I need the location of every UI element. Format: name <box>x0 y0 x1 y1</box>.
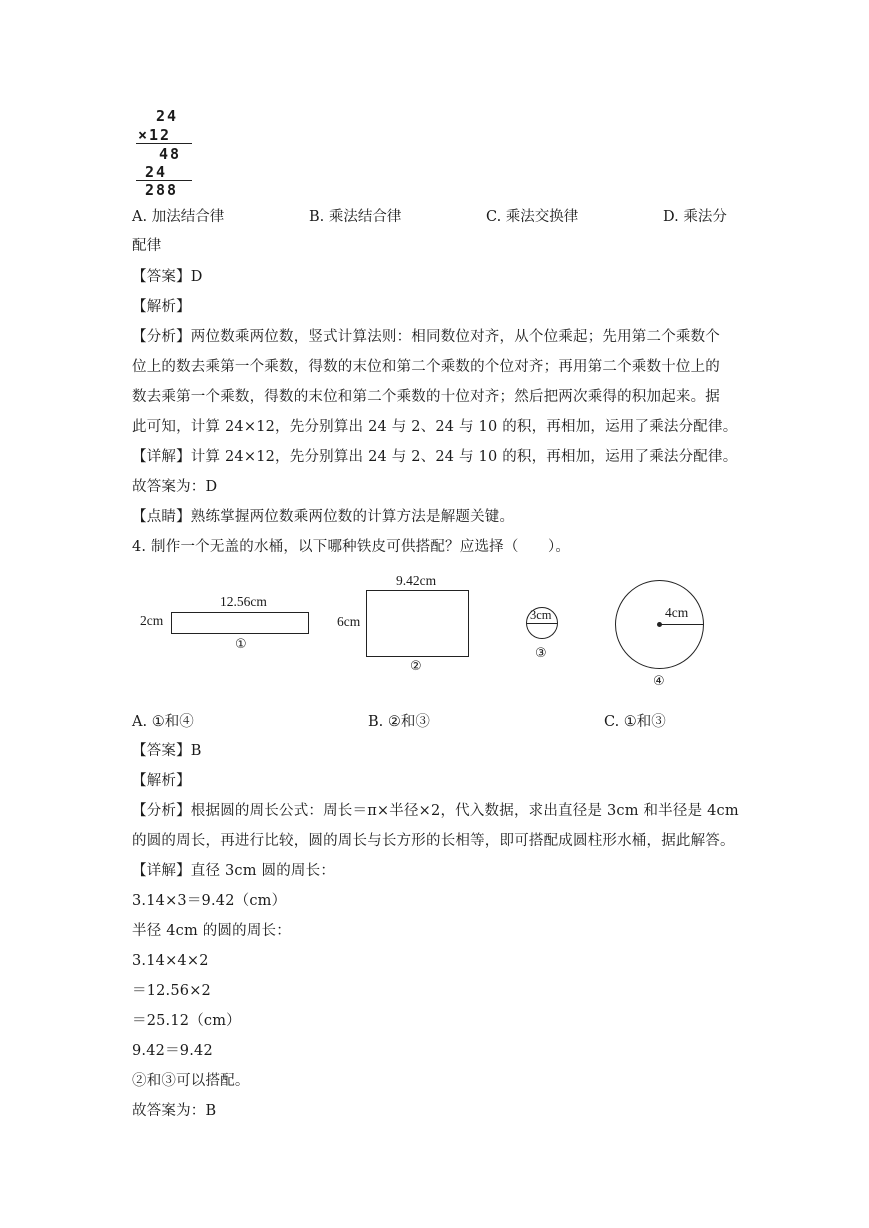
fig1-index: ① <box>235 637 247 652</box>
calc-result: 288 <box>145 181 179 199</box>
q4-analysis-title: 【解析】 <box>132 773 191 789</box>
q4-detail-line: 半径 4cm 的圆的周长： <box>132 923 291 939</box>
q4-answer: 【答案】B <box>132 743 202 759</box>
q4-option-a[interactable]: A. ①和④ <box>132 714 194 730</box>
fig3-index: ③ <box>535 646 547 661</box>
q4-option-b[interactable]: B. ②和③ <box>368 714 430 730</box>
q3-option-b[interactable]: B. 乘法结合律 <box>309 209 402 225</box>
q4-conclusion: 故答案为：B <box>132 1103 217 1119</box>
calc-rule-1 <box>136 143 192 144</box>
fig4-radius-label: 4cm <box>665 605 689 620</box>
q3-tip: 【点睛】熟练掌握两位数乘两位数的计算方法是解题关键。 <box>132 509 515 525</box>
fig1-width-label: 12.56cm <box>220 594 267 609</box>
q3-analysis-line: 【分析】两位数乘两位数，竖式计算法则：相同数位对齐，从个位乘起；先用第二个乘数个 <box>132 329 720 345</box>
q4-detail-line: 9.42＝9.42 <box>132 1043 213 1059</box>
fig1-height-label: 2cm <box>140 613 164 628</box>
q4-detail-line: ＝25.12（cm） <box>132 1013 241 1029</box>
q4-analysis-line: 【分析】根据圆的周长公式：周长＝π×半径×2，代入数据，求出直径是 3cm 和半径是 4cm <box>132 803 739 819</box>
q4-detail-line: 3.14×4×2 <box>132 953 209 969</box>
q3-option-d[interactable]: D. 乘法分 <box>663 209 727 225</box>
q4-analysis-line: 的圆的周长，再进行比较，圆的周长与长方形的长相等，即可搭配成圆柱形水桶，据此解答。 <box>132 833 735 849</box>
q3-analysis-title: 【解析】 <box>132 299 191 315</box>
fig3-diameter-label: 3cm <box>530 608 552 622</box>
q3-analysis-line: 数去乘第一个乘数，得数的末位和第二个乘数的十位对齐；然后把两次乘得的积加起来。据 <box>132 389 720 405</box>
fig2-width-label: 9.42cm <box>396 573 437 588</box>
q4-detail-line: ②和③可以搭配。 <box>132 1073 250 1089</box>
fig2-index: ② <box>410 659 422 674</box>
q4-option-c[interactable]: C. ①和③ <box>604 714 666 730</box>
fig2-height-label: 6cm <box>337 614 361 629</box>
fig2-rectangle <box>366 590 469 657</box>
fig1-rectangle <box>171 612 309 634</box>
calc-partial-2: 24 <box>145 163 168 181</box>
q4-question: 4. 制作一个无盖的水桶，以下哪种铁皮可供搭配？应选择（ ）。 <box>132 539 571 555</box>
fig4-index: ④ <box>653 674 665 689</box>
fig4-radius-line <box>660 624 703 625</box>
q3-analysis-line: 位上的数去乘第一个乘数，得数的末位和第二个乘数的个位对齐；再用第二个乘数十位上的 <box>132 359 720 375</box>
q3-option-c[interactable]: C. 乘法交换律 <box>486 209 579 225</box>
q4-detail-line: ＝12.56×2 <box>132 983 211 999</box>
q4-detail-line: 【详解】直径 3cm 圆的周长： <box>132 863 336 879</box>
q3-conclusion: 故答案为：D <box>132 479 218 495</box>
calc-multiplicand: 24 <box>156 107 179 125</box>
q3-option-a[interactable]: A. 加法结合律 <box>132 209 225 225</box>
fig3-diameter-line <box>527 623 557 624</box>
q3-answer: 【答案】D <box>132 269 203 285</box>
q3-analysis-line: 此可知，计算 24×12，先分别算出 24 与 2、24 与 10 的积，再相加，运用了乘法分配律。 <box>132 419 738 435</box>
q4-detail-line: 3.14×3＝9.42（cm） <box>132 893 287 909</box>
q3-detail: 【详解】计算 24×12，先分别算出 24 与 2、24 与 10 的积，再相加，运用了乘法分配律。 <box>132 449 738 465</box>
calc-partial-1: 48 <box>159 145 182 163</box>
q3-option-d-wrap: 配律 <box>132 238 162 254</box>
calc-multiplier: ×12 <box>138 126 172 144</box>
